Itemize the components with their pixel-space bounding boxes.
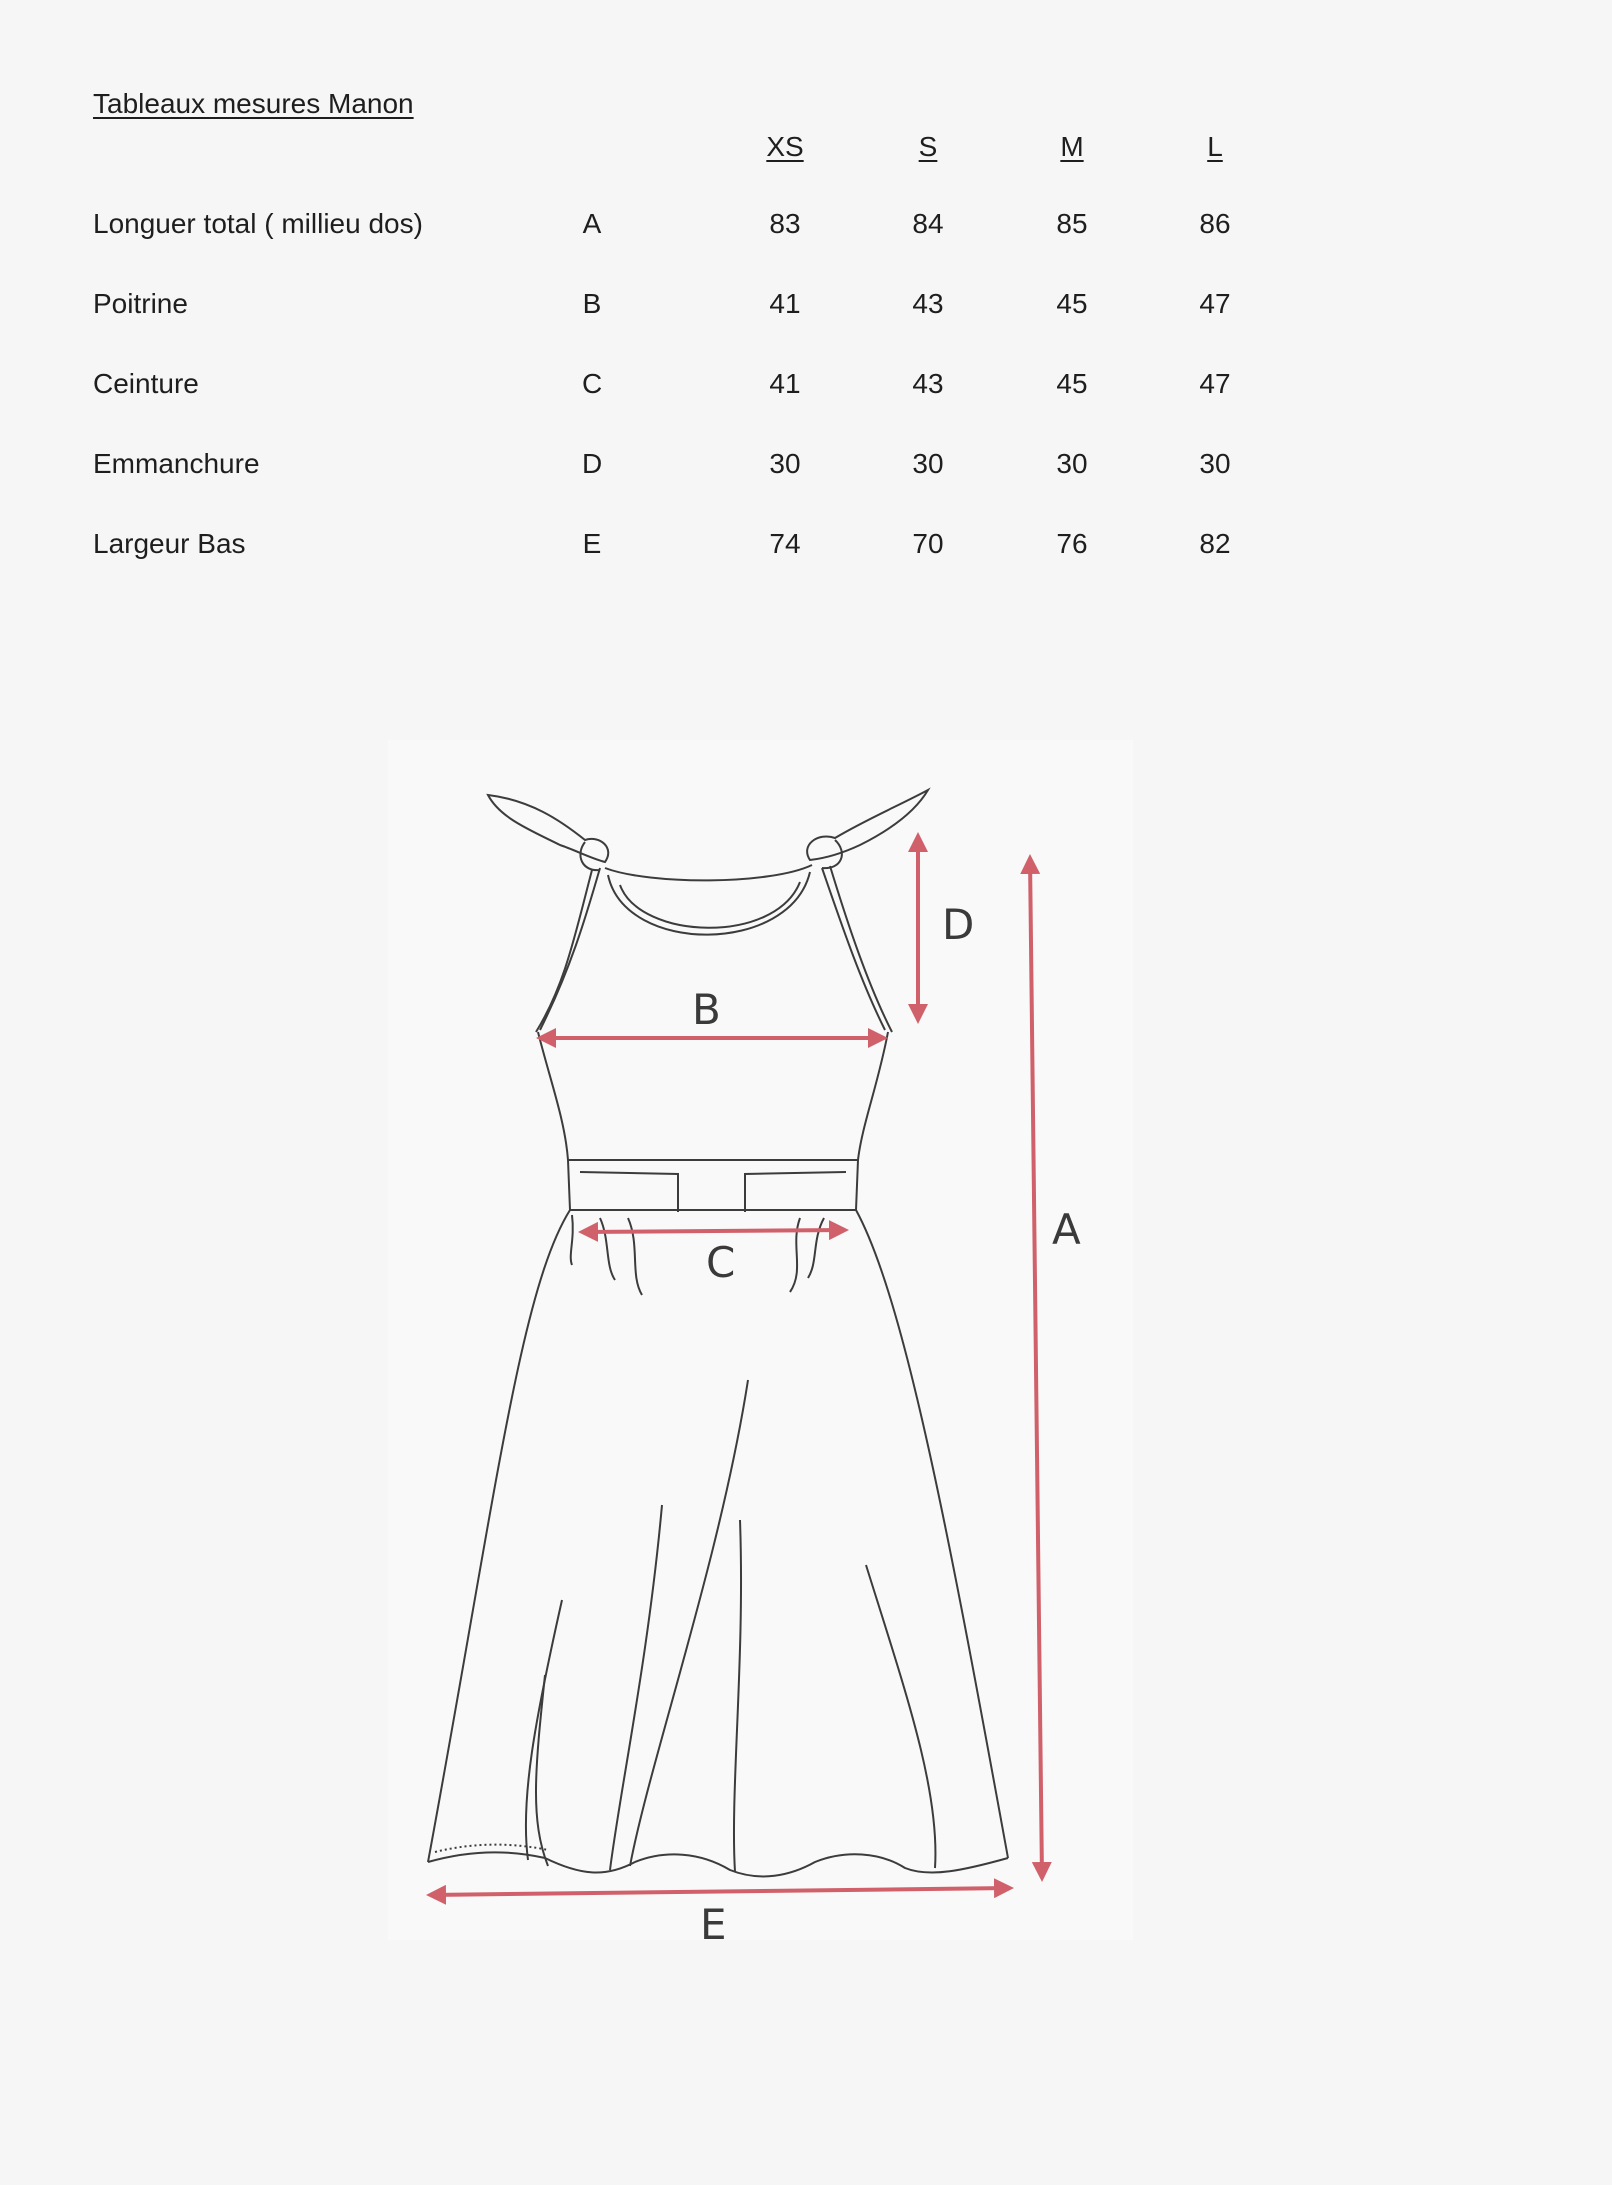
dimension-label-d: D	[942, 900, 975, 949]
value-l: 47	[1199, 288, 1231, 319]
row-code: C	[582, 368, 603, 399]
size-header-m: M	[1060, 131, 1084, 162]
page-title: Tableaux mesures Manon	[93, 88, 414, 119]
size-header-l: L	[1207, 131, 1223, 162]
value-m: 45	[1056, 368, 1088, 399]
arrow-e	[430, 1888, 1010, 1895]
row-label: Ceinture	[93, 368, 199, 399]
row-code: D	[582, 448, 603, 479]
dimension-label-c: C	[706, 1238, 736, 1287]
value-xs: 30	[769, 448, 801, 479]
row-code: E	[582, 528, 602, 559]
value-s: 70	[912, 528, 944, 559]
value-m: 30	[1056, 448, 1088, 479]
value-l: 47	[1199, 368, 1231, 399]
row-label: Longuer total ( millieu dos)	[93, 208, 423, 239]
size-header-s: S	[918, 131, 938, 162]
value-xs: 41	[769, 288, 801, 319]
dimension-label-e: E	[700, 1900, 727, 1949]
value-m: 85	[1056, 208, 1088, 239]
value-m: 45	[1056, 288, 1088, 319]
row-label: Largeur Bas	[93, 528, 246, 559]
value-s: 43	[912, 368, 944, 399]
value-s: 84	[912, 208, 944, 239]
value-xs: 41	[769, 368, 801, 399]
value-s: 30	[912, 448, 944, 479]
value-xs: 74	[769, 528, 801, 559]
arrow-c	[582, 1230, 845, 1232]
value-l: 30	[1199, 448, 1231, 479]
row-code: A	[582, 208, 602, 239]
value-m: 76	[1056, 528, 1088, 559]
row-label: Poitrine	[93, 288, 188, 319]
value-l: 82	[1199, 528, 1231, 559]
arrow-a	[1030, 858, 1042, 1878]
dimension-label-a: A	[1052, 1205, 1081, 1254]
value-s: 43	[912, 288, 944, 319]
value-xs: 83	[769, 208, 801, 239]
row-label: Emmanchure	[93, 448, 260, 479]
dimension-label-b: B	[692, 985, 721, 1034]
value-l: 86	[1199, 208, 1231, 239]
size-header-xs: XS	[766, 131, 804, 162]
row-code: B	[582, 288, 602, 319]
dress-outline	[428, 790, 1008, 1876]
